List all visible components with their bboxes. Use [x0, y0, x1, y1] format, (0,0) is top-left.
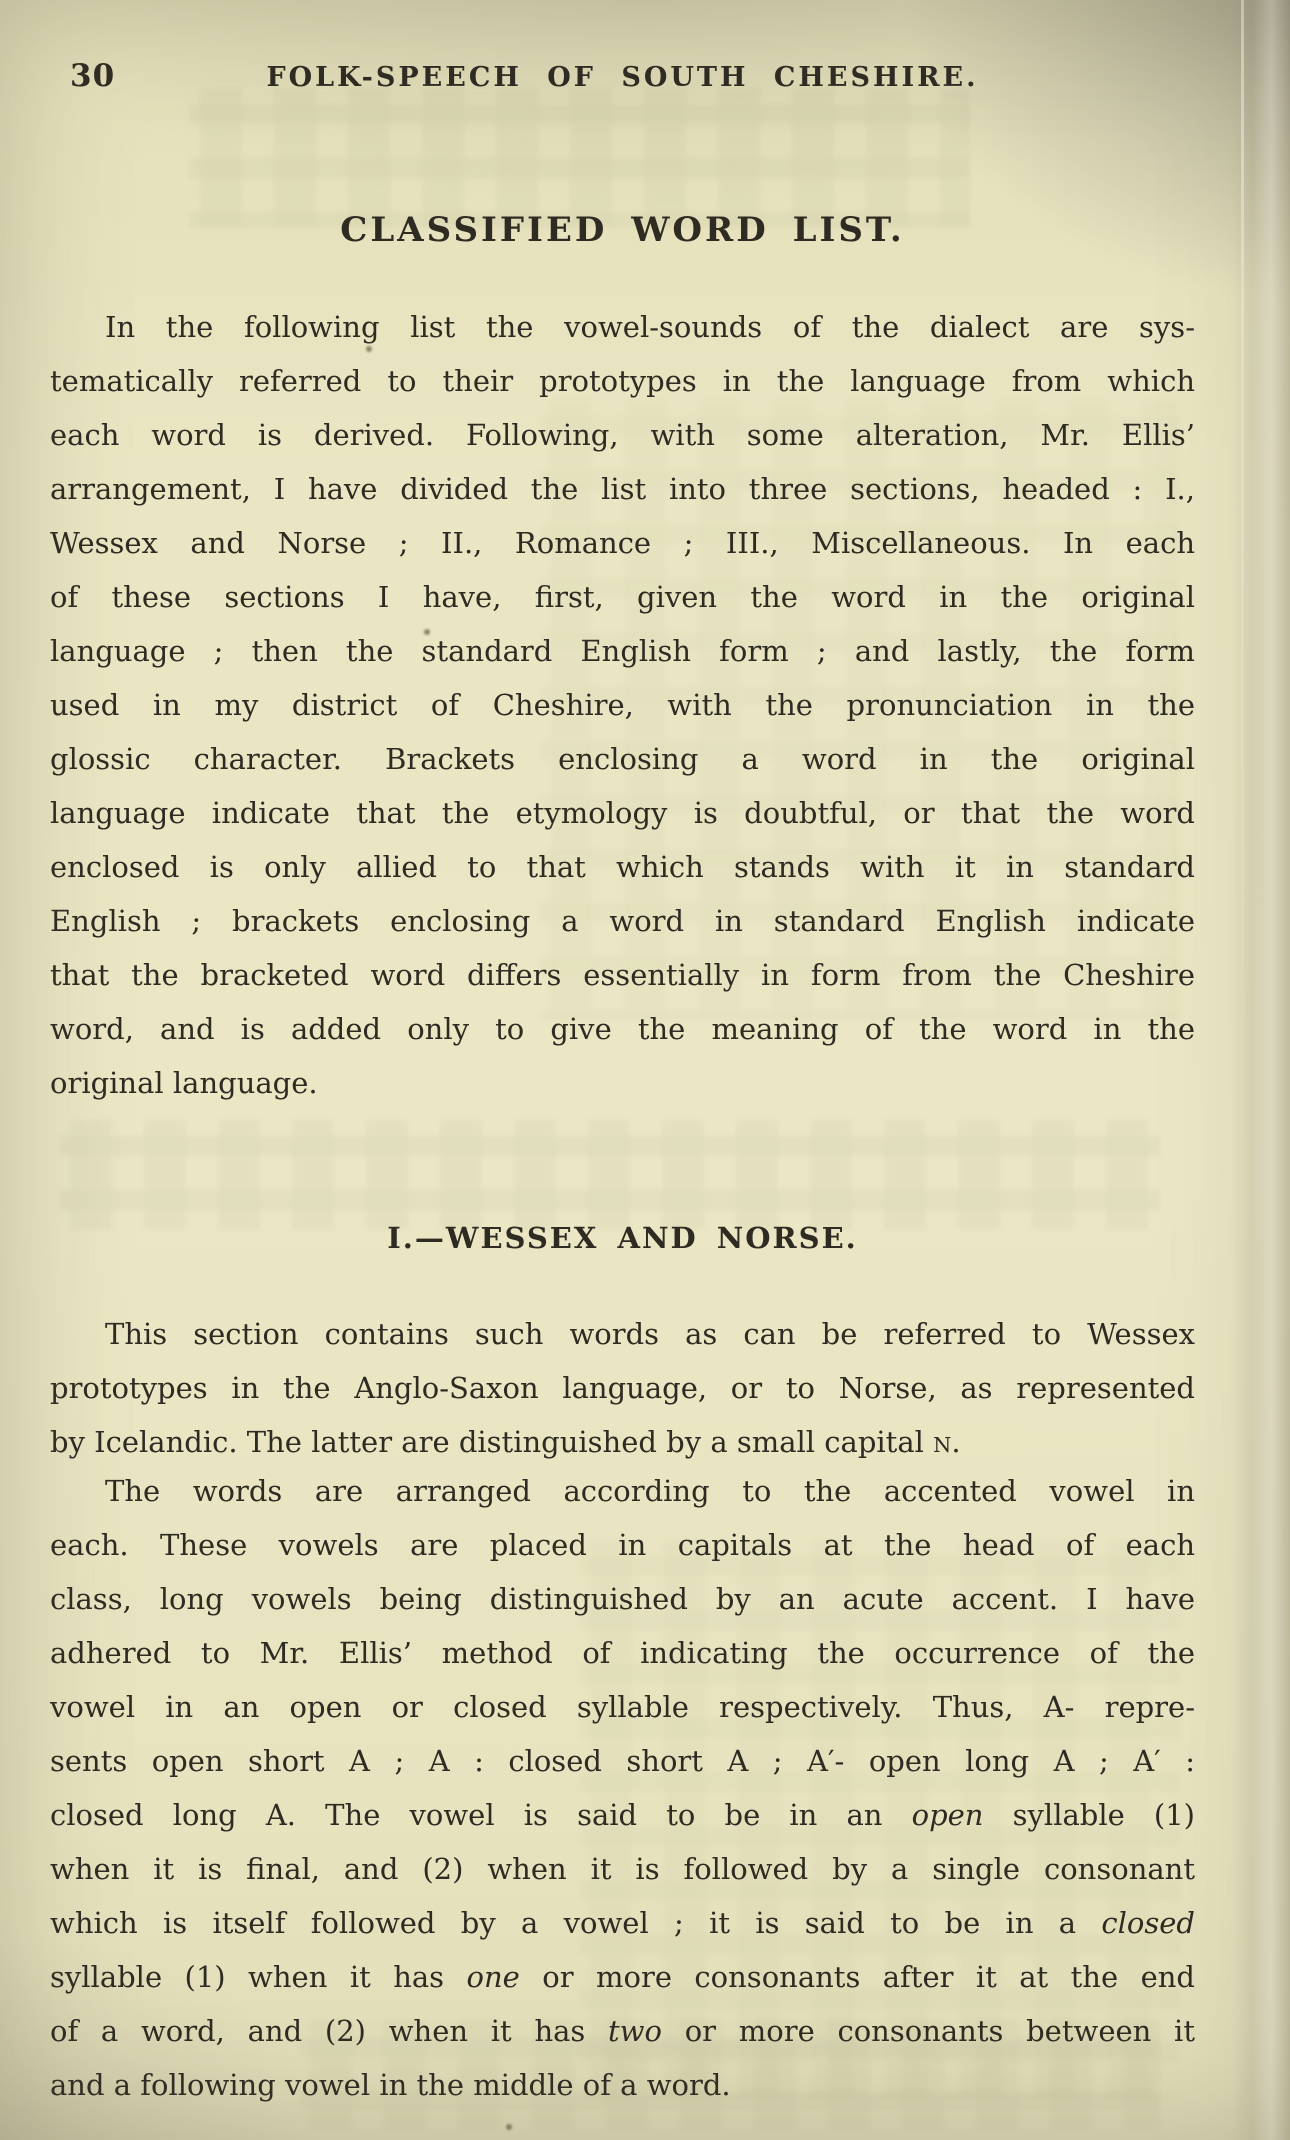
text-line: each word is derived. Following, with some alteration, Mr. Ellis’ — [50, 418, 1195, 452]
text-line: by Icelandic. The latter are distinguished by a small capital N. — [50, 1425, 961, 1459]
show-through-text-middle — [60, 1120, 1160, 1230]
text-line: syllable (1) when it has one or more consonants after it at the end — [50, 1960, 1195, 1994]
page-edge-crease — [1241, 0, 1244, 1284]
text-line: glossic character. Brackets enclosing a word in the original — [50, 742, 1195, 776]
section-heading: I.—WESSEX AND NORSE. — [387, 1221, 858, 1255]
text-line: each. These vowels are placed in capitals at the head of each — [50, 1528, 1195, 1562]
text-line: sents open short A ; A : closed short A ; A′- open long A ; A′ : — [50, 1744, 1195, 1778]
text-line: word, and is added only to give the meaning of the word in the — [50, 1012, 1195, 1046]
text-line: arrangement, I have divided the list into three sections, headed : I., — [50, 472, 1195, 506]
text-line: and a following vowel in the middle of a word. — [50, 2068, 731, 2102]
text-line: language ; then the standard English form ; and lastly, the form — [50, 634, 1195, 668]
word-list-title: CLASSIFIED WORD LIST. — [340, 210, 905, 250]
text-line: Wessex and Norse ; II., Romance ; III., Miscellaneous. In each — [50, 526, 1195, 560]
text-line: original language. — [50, 1066, 318, 1100]
text-line: This section contains such words as can be referred to Wessex — [105, 1317, 1195, 1351]
show-through-text-top — [190, 88, 970, 228]
paper-speck — [506, 2124, 512, 2130]
text-line: prototypes in the Anglo-Saxon language, or to Norse, as represented — [50, 1371, 1195, 1405]
wessex-intro-paragraph — [50, 1307, 1195, 1469]
text-line: closed long A. The vowel is said to be in an open syllable (1) — [50, 1798, 1195, 1832]
text-line: language indicate that the etymology is doubtful, or that the word — [50, 796, 1195, 830]
text-line: English ; brackets enclosing a word in standard English indicate — [50, 904, 1195, 938]
text-line: vowel in an open or closed syllable respectively. Thus, A- repre- — [50, 1690, 1195, 1724]
text-line: The words are arranged according to the accented vowel in — [105, 1474, 1195, 1508]
text-line: In the following list the vowel-sounds of the dialect are sys- — [105, 310, 1195, 344]
text-line: enclosed is only allied to that which stands with it in standard — [50, 850, 1195, 884]
text-line: used in my district of Cheshire, with the pronunciation in the — [50, 688, 1195, 722]
text-line: of a word, and (2) when it has two or more consonants between it — [50, 2014, 1195, 2048]
intro-paragraph — [50, 300, 1195, 1110]
running-header: FOLK-SPEECH OF SOUTH CHESHIRE. — [266, 62, 979, 93]
page-number: 30 — [70, 58, 116, 94]
text-line: class, long vowels being distinguished by an acute accent. I have — [50, 1582, 1195, 1616]
text-line: tematically referred to their prototypes in the language from which — [50, 364, 1195, 398]
text-line: which is itself followed by a vowel ; it is said to be in a closed — [50, 1906, 1195, 1940]
text-line: when it is final, and (2) when it is followed by a single consonant — [50, 1852, 1195, 1886]
vowel-arrangement-paragraph — [50, 1464, 1195, 2112]
text-line: adhered to Mr. Ellis’ method of indicating the occurrence of the — [50, 1636, 1195, 1670]
text-line: that the bracketed word differs essentially in form from the Cheshire — [50, 958, 1195, 992]
text-line: of these sections I have, first, given the word in the original — [50, 580, 1195, 614]
